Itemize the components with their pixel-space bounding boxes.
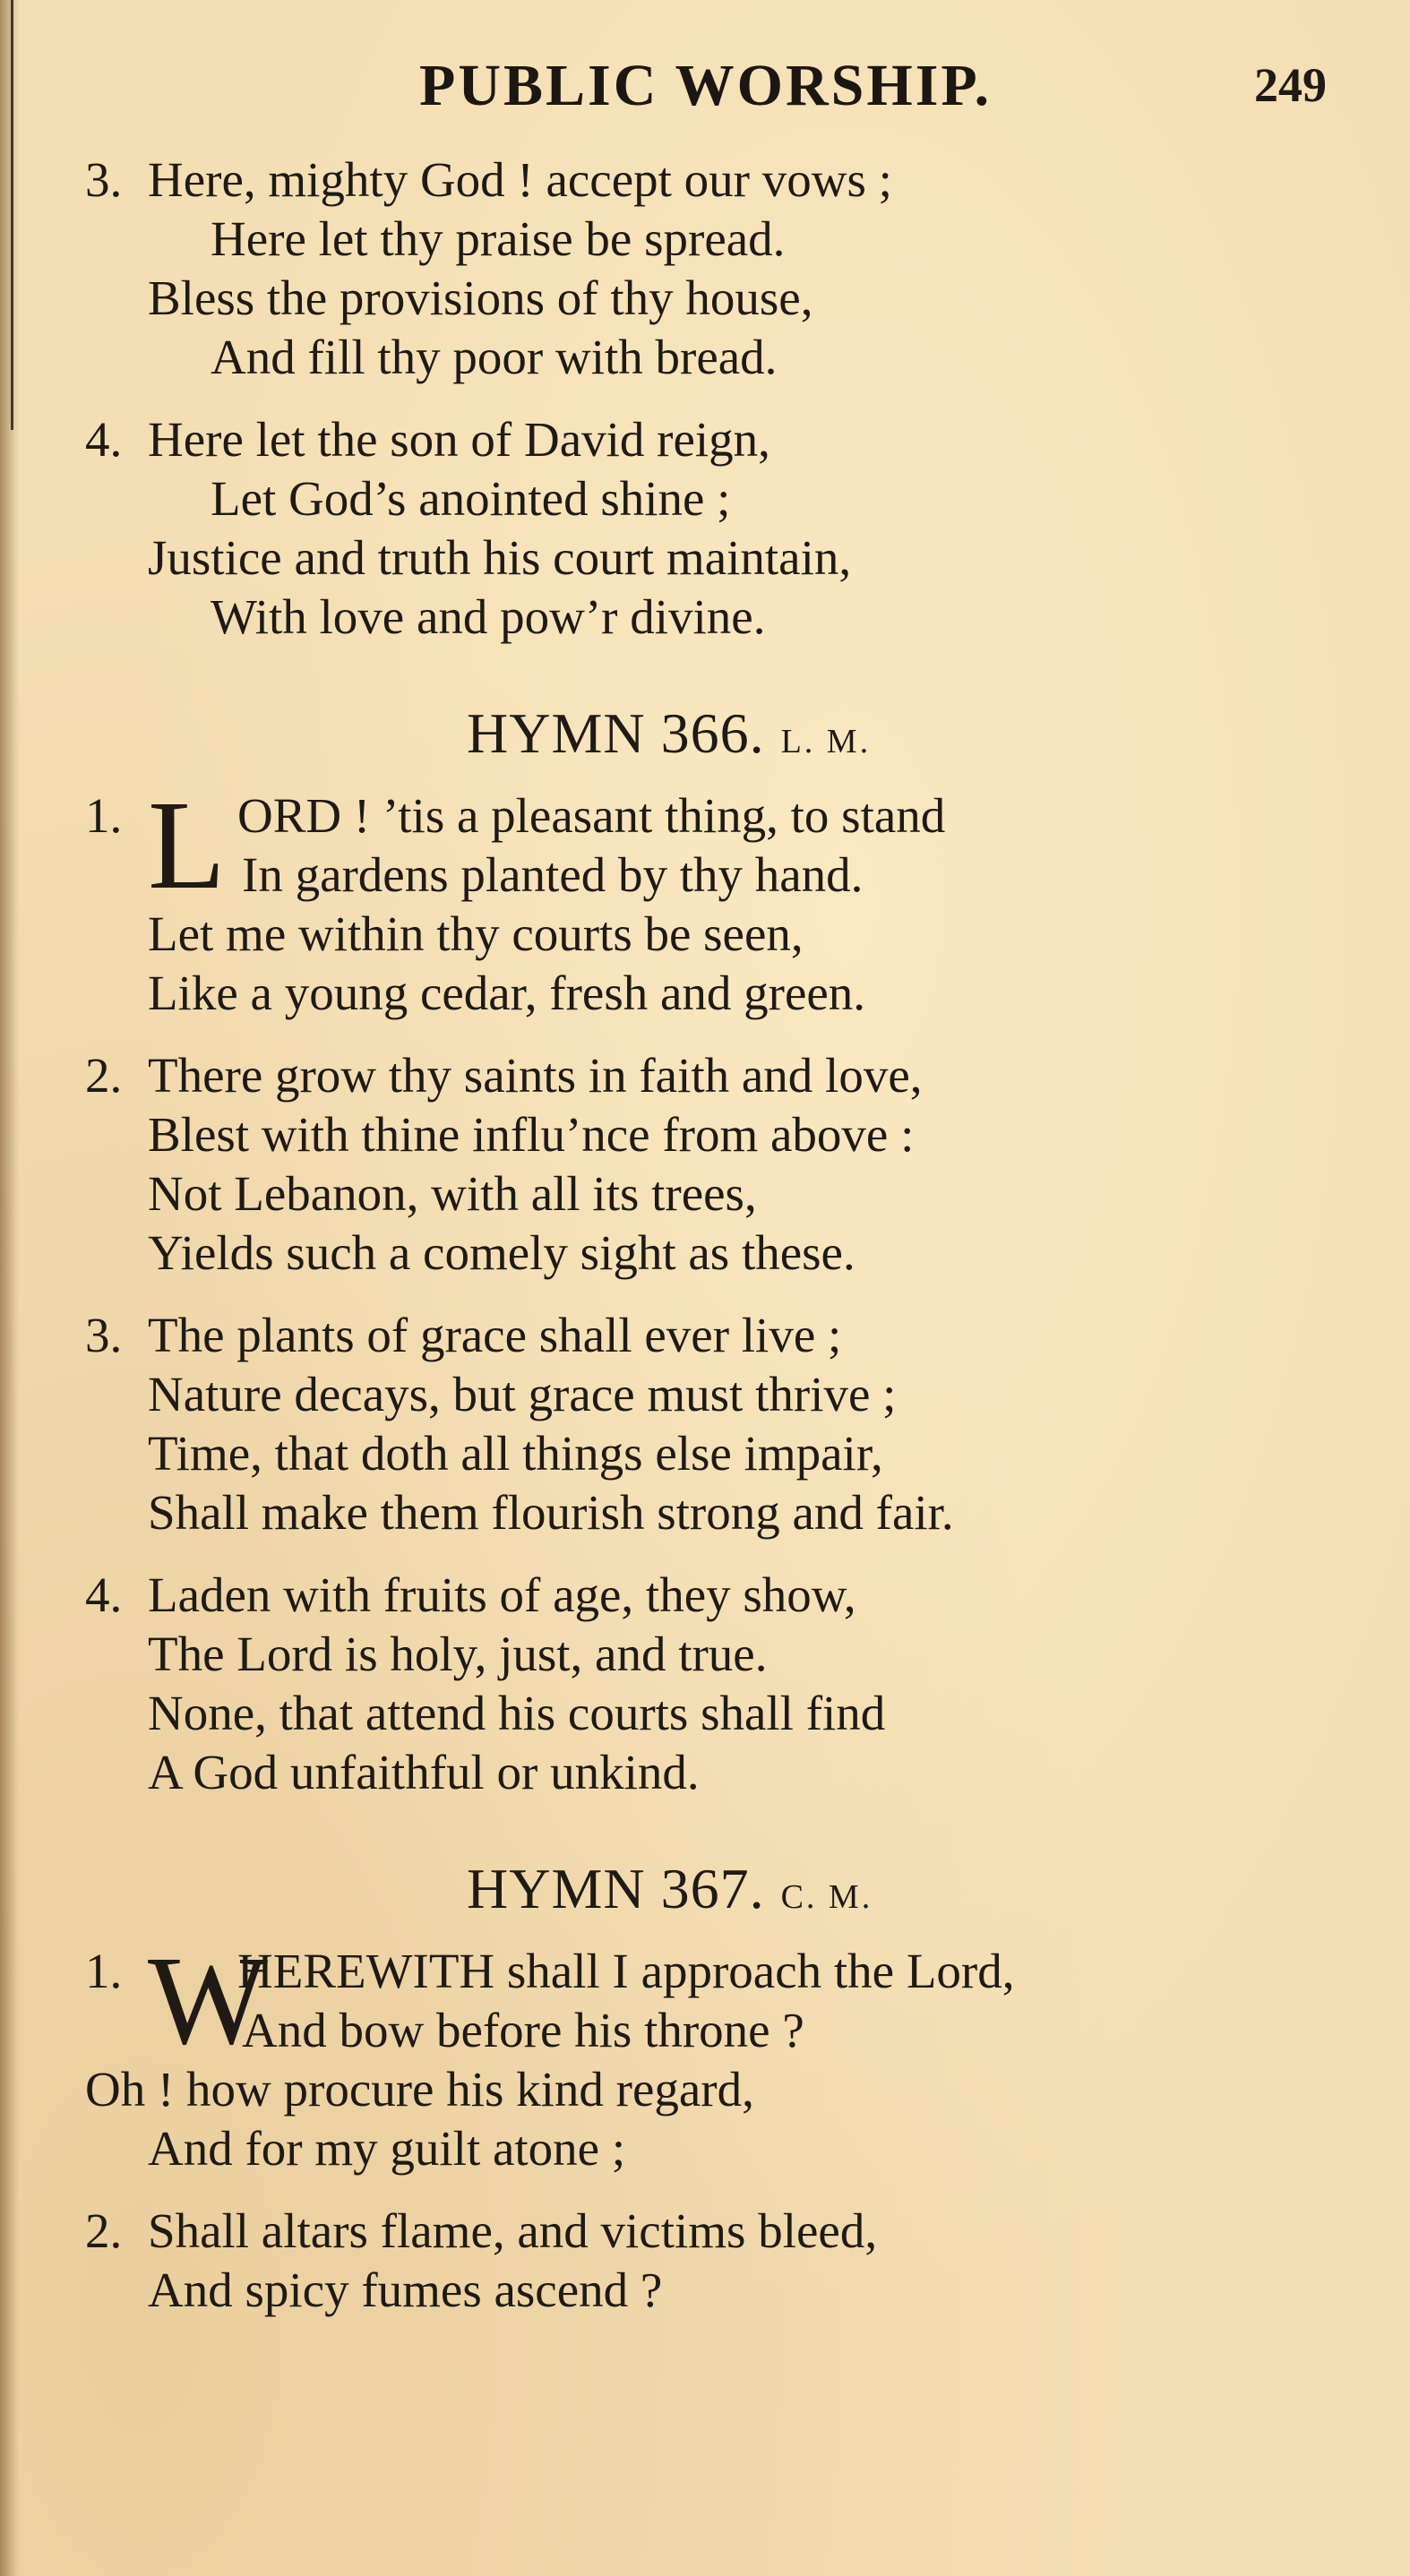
verse-line — [85, 905, 1357, 964]
stanza-number: 4. — [85, 412, 123, 467]
line-text: With love and pow’r divine. — [211, 589, 766, 644]
hymn-meter: C. M. — [780, 1878, 873, 1916]
line-text: Shall altars flame, and victims bleed, — [148, 2203, 878, 2258]
verse-line: In gardens planted by thy hand. — [242, 847, 864, 902]
verse-line — [85, 210, 1357, 269]
verse-line — [85, 528, 1357, 588]
stanza-number: 3. — [85, 1308, 123, 1362]
line-text: The plants of grace shall ever live ; — [148, 1308, 842, 1362]
line-text: Justice and truth his court maintain, — [148, 530, 852, 585]
stanza-number: 1. — [85, 788, 123, 843]
verse-line — [85, 1942, 148, 2001]
verse-line — [85, 1684, 1357, 1743]
line-text: Here let the son of David reign, — [148, 412, 770, 467]
verse-line: HEREWITH shall I approach the Lord, — [237, 1944, 1015, 1998]
line-text: Like a young cedar, fresh and green. — [148, 966, 866, 1020]
verse-line — [85, 2119, 1357, 2178]
hymn-meter: L. M. — [780, 723, 872, 760]
hymn-366-heading — [85, 670, 1357, 786]
verse-line — [85, 1424, 1357, 1483]
stanza-number: 2. — [85, 2203, 123, 2258]
verse-line — [85, 964, 1357, 1023]
verse-line: And bow before his throne ? — [242, 2003, 804, 2057]
hymn-number: HYMN 367. — [467, 1857, 765, 1920]
hymn-367-stanza-1 — [85, 1929, 1357, 2178]
line-text: Not Lebanon, with all its trees, — [148, 1166, 757, 1221]
line-text: Time, that doth all things else impair, — [148, 1426, 883, 1481]
verse-line — [85, 1743, 1357, 1802]
hymn-title — [467, 1856, 873, 1922]
binding-shadow — [0, 0, 20, 2576]
verse-line — [85, 1483, 1357, 1542]
drop-capital: L — [148, 774, 226, 915]
line-text: And fill thy poor with bread. — [211, 330, 778, 384]
running-head: PUBLIC WORSHIP. — [419, 53, 993, 118]
line-text: Yields such a comely sight as these. — [148, 1225, 855, 1280]
hymn-367-stanza-2 — [85, 2202, 1357, 2320]
hymn-number: HYMN 366. — [467, 701, 765, 765]
verse-line — [85, 2202, 1357, 2261]
line-text: Shall make them flourish strong and fair. — [148, 1485, 954, 1540]
verse-line — [85, 1365, 1357, 1424]
verse-line — [85, 1566, 1357, 1625]
verse-line: ORD ! ’tis a pleasant thing, to stand — [237, 788, 946, 843]
verse-line — [85, 1306, 1357, 1365]
verse-line — [85, 269, 1357, 328]
stanza-number: 1. — [85, 1944, 123, 1998]
hymn-366-stanza-4 — [85, 1566, 1357, 1802]
verse-line — [85, 588, 1357, 647]
line-text: Here let thy praise be spread. — [211, 211, 786, 266]
hymn-366-stanza-1 — [85, 774, 1357, 1023]
line-text: The Lord is holy, just, and true. — [148, 1627, 768, 1681]
line-text: Oh ! how procure his kind regard, — [85, 2062, 754, 2117]
line-text: Here, mighty God ! accept our vows ; — [148, 152, 892, 207]
verse-line — [85, 1105, 1357, 1164]
verse-line — [85, 2261, 1357, 2320]
verse-line — [85, 1625, 1357, 1684]
line-text: None, that attend his courts shall find — [148, 1686, 886, 1740]
line-text: Let God’s anointed shine ; — [211, 471, 731, 526]
page-text — [85, 150, 1357, 2343]
hymn-title — [467, 700, 871, 767]
verse-line — [85, 2060, 1357, 2119]
stanza-3 — [85, 150, 1357, 387]
line-text: And for my guilt atone ; — [148, 2121, 626, 2176]
hymn-367-heading — [85, 1825, 1357, 1942]
dropcap-lines — [85, 1929, 1357, 2071]
line-text: Nature decays, but grace must thrive ; — [148, 1367, 897, 1421]
dropcap-lines — [85, 774, 1357, 915]
verse-line — [85, 410, 1357, 469]
verse-line — [85, 1164, 1357, 1224]
hymn-366-stanza-2 — [85, 1046, 1357, 1283]
stanza-4 — [85, 410, 1357, 647]
verse-line — [85, 786, 148, 846]
drop-capital: W — [148, 1929, 269, 2071]
stanza-number: 2. — [85, 1048, 123, 1103]
stanza-number: 4. — [85, 1567, 123, 1622]
line-text: There grow thy saints in faith and love, — [148, 1048, 923, 1103]
line-text: Let me within thy courts be seen, — [148, 906, 804, 961]
page-header — [0, 52, 1410, 124]
line-text: And spicy fumes ascend ? — [148, 2263, 663, 2317]
verse-line — [85, 1046, 1357, 1105]
verse-line — [85, 328, 1357, 387]
page-number: 249 — [1254, 58, 1327, 112]
verse-line — [85, 469, 1357, 528]
stanza-number: 3. — [85, 152, 123, 207]
verse-line — [85, 1224, 1357, 1283]
line-text: Blest with thine influ’nce from above : — [148, 1107, 915, 1162]
line-text: Bless the provisions of thy house, — [148, 270, 813, 325]
verse-line — [85, 150, 1357, 210]
line-text: A God unfaithful or unkind. — [148, 1745, 700, 1799]
line-text: Laden with fruits of age, they show, — [148, 1567, 856, 1622]
hymn-366-stanza-3 — [85, 1306, 1357, 1542]
